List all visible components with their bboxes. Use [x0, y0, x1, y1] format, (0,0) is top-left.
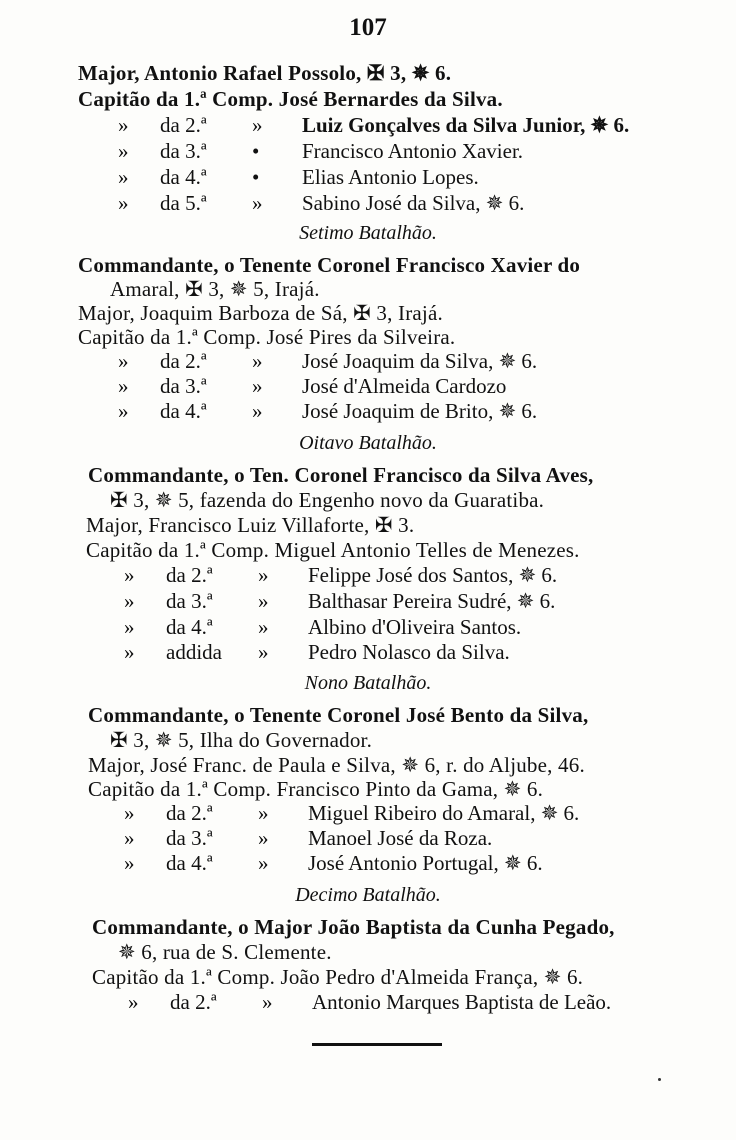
setimo-commander-cont: Amaral, ✠ 3, ✵ 5, Irajá.	[110, 277, 320, 301]
nono-commander: Commandante, o Tenente Coronel José Bento da Silva,	[88, 703, 589, 727]
decimo-captain-1: Capitão da 1.ª Comp. João Pedro d'Almeida França, ✵ 6.	[92, 965, 584, 989]
nono-row-4: » da 4.ª » José Antonio Portugal, ✵ 6.	[124, 851, 543, 875]
setimo-major: Major, Joaquim Barboza de Sá, ✠ 3, Irajá.	[78, 301, 443, 325]
decimo-commander-cont: ✵ 6, rua de S. Clemente.	[118, 940, 332, 964]
oitavo-row-3: » da 3.ª » Balthasar Pereira Sudré, ✵ 6.	[124, 589, 556, 613]
oitavo-commander-cont: ✠ 3, ✵ 5, fazenda do Engenho novo da Guaratiba.	[110, 488, 545, 512]
nono-row-2: » da 2.ª » Miguel Ribeiro do Amaral, ✵ 6.	[124, 801, 580, 825]
decimo-heading: Decimo Batalhão.	[295, 884, 441, 906]
end-rule	[312, 1043, 442, 1046]
ink-speck	[658, 1078, 661, 1081]
nono-row-3: » da 3.ª » Manoel José da Roza.	[124, 826, 493, 850]
top-row-3: » da 3.ª • Francisco Antonio Xavier.	[118, 139, 524, 163]
setimo-captain-1: Capitão da 1.ª Comp. José Pires da Silveira.	[78, 325, 456, 349]
setimo-row-3: » da 3.ª » José d'Almeida Cardozo	[118, 374, 507, 398]
oitavo-captain-1: Capitão da 1.ª Comp. Miguel Antonio Telles de Menezes.	[86, 538, 580, 562]
decimo-commander: Commandante, o Major João Baptista da Cunha Pegado,	[92, 915, 615, 939]
decimo-row-2: » da 2.ª » Antonio Marques Baptista de Leão.	[128, 990, 612, 1014]
setimo-row-2: » da 2.ª » José Joaquim da Silva, ✵ 6.	[118, 349, 538, 373]
setimo-row-4: » da 4.ª » José Joaquim de Brito, ✵ 6.	[118, 399, 538, 423]
page-number: 107	[349, 14, 387, 41]
setimo-commander: Commandante, o Tenente Coronel Francisco Xavier do	[78, 253, 581, 277]
nono-commander-cont: ✠ 3, ✵ 5, Ilha do Governador.	[110, 728, 373, 752]
oitavo-row-2: » da 2.ª » Felippe José dos Santos, ✵ 6.	[124, 563, 558, 587]
top-row-2: » da 2.ª » Luiz Gonçalves da Silva Junior, ✵ 6.	[118, 113, 630, 137]
nono-heading: Nono Batalhão.	[304, 672, 432, 694]
top-row-5: » da 5.ª » Sabino José da Silva, ✵ 6.	[118, 191, 525, 215]
oitavo-heading: Oitavo Batalhão.	[299, 432, 437, 454]
oitavo-row-4: » da 4.ª » Albino d'Oliveira Santos.	[124, 615, 522, 639]
top-row-4: » da 4.ª • Elias Antonio Lopes.	[118, 165, 479, 189]
nono-captain-1: Capitão da 1.ª Comp. Francisco Pinto da Gama, ✵ 6.	[88, 777, 544, 801]
top-captain-1: Capitão da 1.ª Comp. José Bernardes da Silva.	[78, 87, 503, 111]
top-major: Major, Antonio Rafael Possolo, ✠ 3, ✵ 6.	[78, 61, 452, 85]
setimo-heading: Setimo Batalhão.	[299, 222, 437, 244]
nono-major: Major, José Franc. de Paula e Silva, ✵ 6, r. do Aljube, 46.	[88, 753, 585, 777]
oitavo-row-addida: » addida » Pedro Nolasco da Silva.	[124, 640, 510, 664]
oitavo-commander: Commandante, o Ten. Coronel Francisco da Silva Aves,	[88, 463, 594, 487]
oitavo-major: Major, Francisco Luiz Villaforte, ✠ 3.	[86, 513, 415, 537]
